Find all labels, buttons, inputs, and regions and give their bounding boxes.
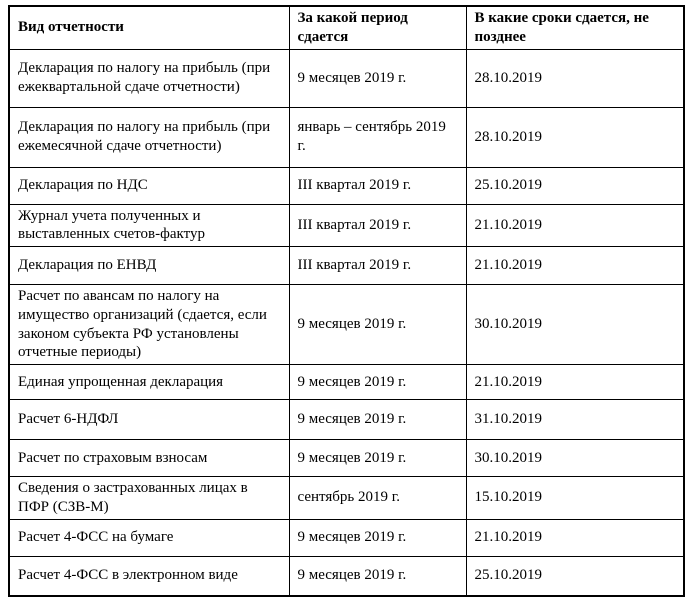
cell-period: III квартал 2019 г. bbox=[289, 167, 466, 204]
table-row bbox=[9, 167, 684, 204]
table-row bbox=[9, 440, 684, 477]
cell-period: 9 месяцев 2019 г. bbox=[289, 365, 466, 400]
cell-report-type: Декларация по налогу на прибыль (при ежеквартальной сдаче отчетности) bbox=[9, 49, 289, 107]
cell-period: 9 месяцев 2019 г. bbox=[289, 440, 466, 477]
cell-report-type: Расчет по авансам по налогу на имущество организаций (сдается, если законом субъекта РФ установлены отчетные периоды) bbox=[9, 285, 289, 365]
cell-report-type: Расчет 4-ФСС в электронном виде bbox=[9, 556, 289, 596]
cell-period: 9 месяцев 2019 г. bbox=[289, 519, 466, 556]
cell-period: III квартал 2019 г. bbox=[289, 247, 466, 285]
cell-report-type: Расчет 4-ФСС на бумаге bbox=[9, 519, 289, 556]
cell-period: 9 месяцев 2019 г. bbox=[289, 49, 466, 107]
cell-deadline: 21.10.2019 bbox=[466, 519, 684, 556]
cell-period: сентябрь 2019 г. bbox=[289, 477, 466, 520]
cell-deadline: 28.10.2019 bbox=[466, 49, 684, 107]
header-period: За какой период сдается bbox=[289, 6, 466, 49]
cell-report-type: Декларация по ЕНВД bbox=[9, 247, 289, 285]
cell-deadline: 21.10.2019 bbox=[466, 247, 684, 285]
header-report-type: Вид отчетности bbox=[9, 6, 289, 49]
cell-report-type: Расчет по страховым взносам bbox=[9, 440, 289, 477]
cell-report-type: Сведения о застрахованных лицах в ПФР (СЗВ-М) bbox=[9, 477, 289, 520]
table-row bbox=[9, 556, 684, 596]
cell-deadline: 15.10.2019 bbox=[466, 477, 684, 520]
cell-deadline: 21.10.2019 bbox=[466, 204, 684, 247]
cell-report-type: Единая упрощенная декларация bbox=[9, 365, 289, 400]
cell-deadline: 25.10.2019 bbox=[466, 167, 684, 204]
cell-report-type: Журнал учета полученных и выставленных счетов-фактур bbox=[9, 204, 289, 247]
cell-deadline: 28.10.2019 bbox=[466, 107, 684, 167]
cell-deadline: 30.10.2019 bbox=[466, 440, 684, 477]
tax-reporting-deadlines-table bbox=[8, 5, 685, 597]
cell-report-type: Декларация по налогу на прибыль (при ежемесячной сдаче отчетности) bbox=[9, 107, 289, 167]
table-row bbox=[9, 477, 684, 520]
table-row bbox=[9, 204, 684, 247]
cell-period: III квартал 2019 г. bbox=[289, 204, 466, 247]
cell-period: 9 месяцев 2019 г. bbox=[289, 556, 466, 596]
table-row bbox=[9, 49, 684, 107]
cell-period: 9 месяцев 2019 г. bbox=[289, 285, 466, 365]
table-row bbox=[9, 519, 684, 556]
cell-report-type: Расчет 6-НДФЛ bbox=[9, 400, 289, 440]
table-row bbox=[9, 285, 684, 365]
table-row bbox=[9, 365, 684, 400]
table-row bbox=[9, 247, 684, 285]
cell-period: 9 месяцев 2019 г. bbox=[289, 400, 466, 440]
cell-deadline: 31.10.2019 bbox=[466, 400, 684, 440]
cell-deadline: 25.10.2019 bbox=[466, 556, 684, 596]
header-deadline: В какие сроки сдается, не позднее bbox=[466, 6, 684, 49]
table-row bbox=[9, 400, 684, 440]
cell-deadline: 30.10.2019 bbox=[466, 285, 684, 365]
cell-deadline: 21.10.2019 bbox=[466, 365, 684, 400]
cell-period: январь – сентябрь 2019 г. bbox=[289, 107, 466, 167]
table-row bbox=[9, 107, 684, 167]
cell-report-type: Декларация по НДС bbox=[9, 167, 289, 204]
table-header-row bbox=[9, 6, 684, 49]
